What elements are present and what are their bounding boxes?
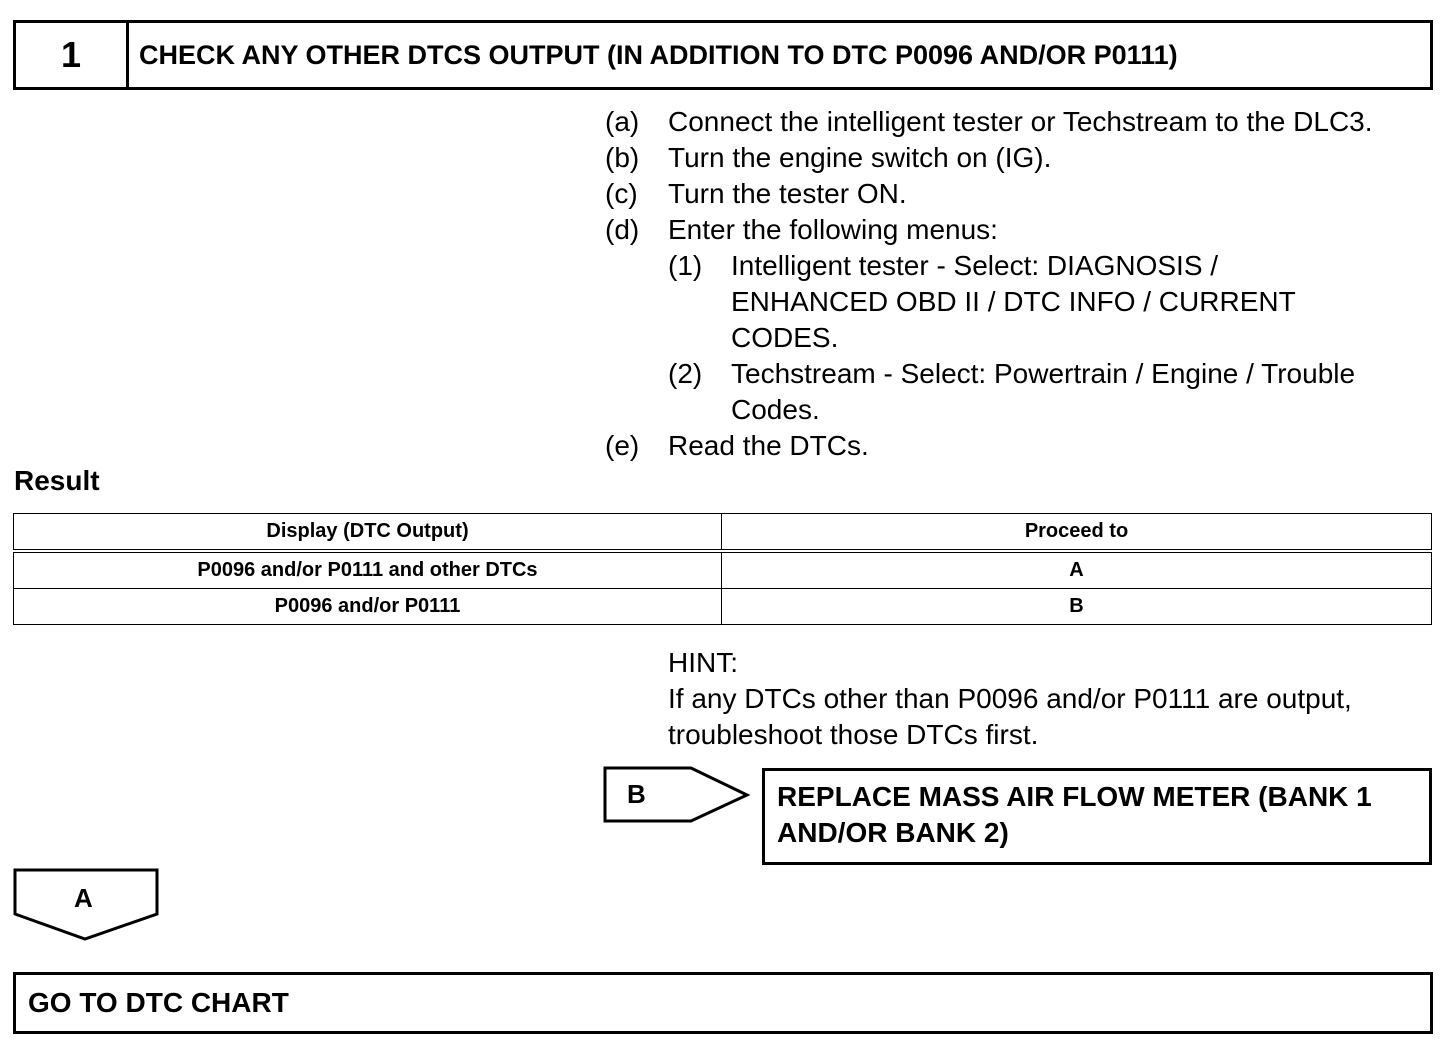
- procedure-text-a: Connect the intelligent tester or Techstream to the DLC3.: [668, 106, 1373, 137]
- hint-line: If any DTCs other than P0096 and/or P0111 are output,: [668, 683, 1352, 714]
- action-line: REPLACE MASS AIR FLOW METER (BANK 1: [777, 781, 1372, 812]
- step-title: CHECK ANY OTHER DTCS OUTPUT (IN ADDITION TO DTC P0096 AND/OR P0111): [139, 39, 1178, 70]
- procedure-text-c: Turn the tester ON.: [668, 178, 907, 209]
- result-heading: Result: [14, 465, 100, 496]
- table-row: [14, 589, 1432, 625]
- procedure-text-1-line2: ENHANCED OBD II / DTC INFO / CURRENT: [731, 286, 1296, 317]
- procedure-label-a: (a): [605, 106, 640, 137]
- table-row: [14, 551, 1432, 589]
- goto-dtc-chart-box: [13, 972, 1433, 1034]
- branch-a-label: A: [74, 883, 93, 913]
- column-header-proceed: Proceed to: [722, 514, 1432, 552]
- procedure-label-b: (b): [605, 142, 640, 173]
- procedure-text-1-line1: Intelligent tester - Select: DIAGNOSIS /: [731, 250, 1219, 281]
- procedure-text-2-line2: Codes.: [731, 394, 820, 425]
- hint-title: HINT:: [668, 647, 738, 678]
- column-header-display: Display (DTC Output): [14, 514, 722, 552]
- procedure-label-c: (c): [605, 178, 638, 209]
- table-cell-proceed: B: [722, 589, 1432, 625]
- procedure-text-d: Enter the following menus:: [668, 214, 998, 245]
- step-number: 1: [16, 23, 129, 87]
- procedure-label-e: (e): [605, 430, 640, 461]
- table-header-row: [14, 514, 1432, 552]
- procedure-text-1-line3: CODES.: [731, 322, 839, 353]
- branch-b-arrow-icon: [603, 766, 753, 824]
- procedure-text-b: Turn the engine switch on (IG).: [668, 142, 1052, 173]
- procedure-text-e: Read the DTCs.: [668, 430, 869, 461]
- table-cell-display: P0096 and/or P0111: [14, 589, 722, 625]
- table-cell-proceed: A: [722, 551, 1432, 589]
- replace-maf-action-box: [762, 768, 1432, 865]
- procedure-label-d: (d): [605, 214, 640, 245]
- result-table: [13, 513, 1432, 625]
- branch-b-label: B: [627, 779, 646, 809]
- table-cell-display: P0096 and/or P0111 and other DTCs: [14, 551, 722, 589]
- hint-block: [668, 645, 1352, 753]
- hint-line: troubleshoot those DTCs first.: [668, 719, 1039, 750]
- goto-dtc-chart-text: GO TO DTC CHART: [28, 987, 289, 1018]
- procedure-label-1: (1): [668, 250, 703, 281]
- action-line: AND/OR BANK 2): [777, 817, 1009, 848]
- step-header: [13, 20, 1433, 90]
- procedure-text-2-line1: Techstream - Select: Powertrain / Engine / Trouble: [731, 358, 1356, 389]
- procedure-label-2: (2): [668, 358, 703, 389]
